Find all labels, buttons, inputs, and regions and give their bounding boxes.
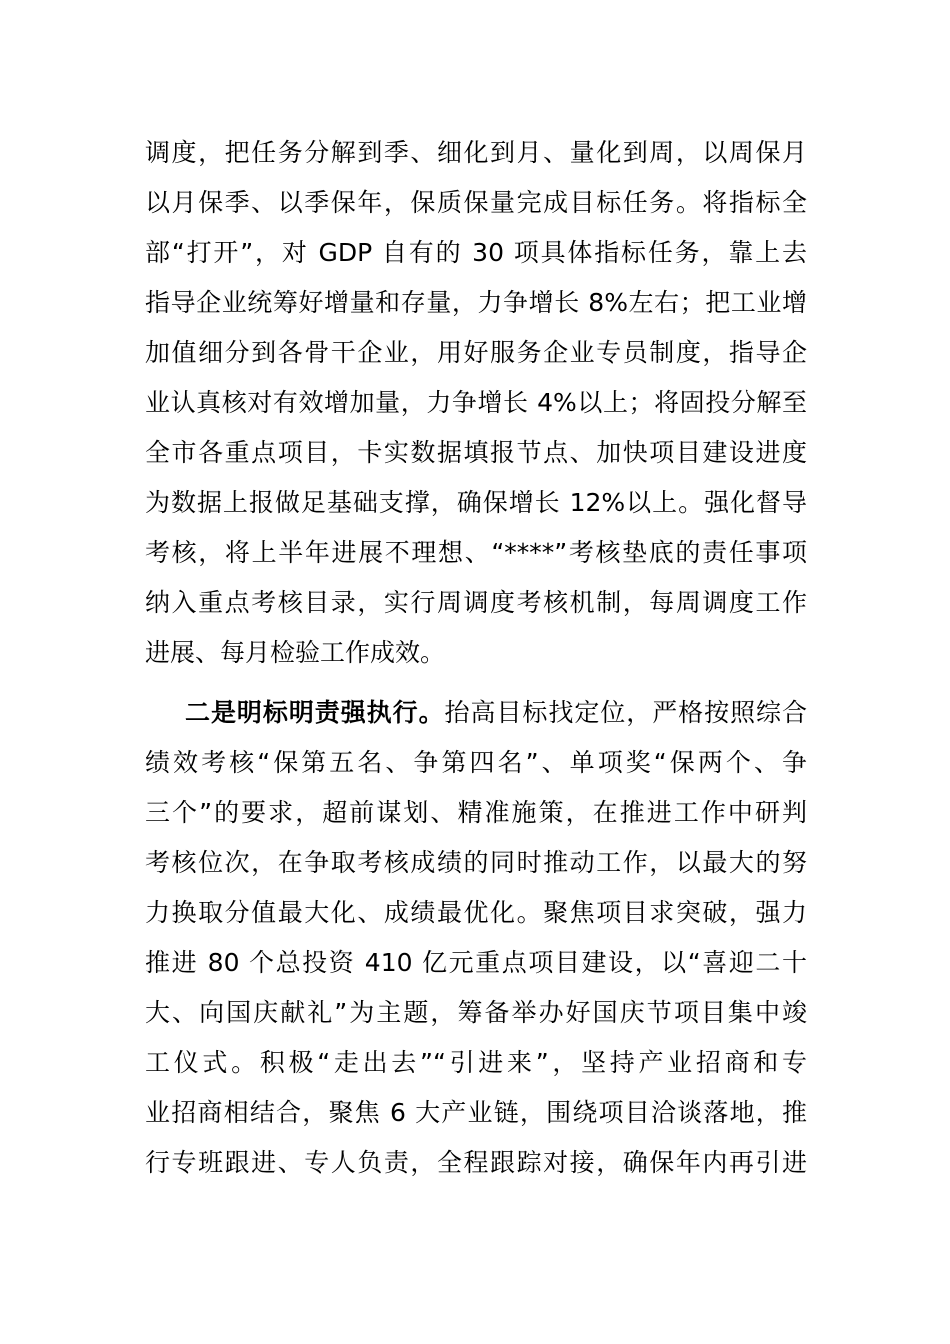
text-line: 为数据上报做足基础支撑，确保增长 12%以上。强化督导 xyxy=(145,488,807,517)
text-line: 大、向国庆献礼”为主题，筹备举办好国庆节项目集中竣 xyxy=(145,998,807,1027)
text-line: 业招商相结合，聚焦 6 大产业链，围绕项目洽谈落地，推 xyxy=(145,1098,807,1127)
text-line: 部“打开”，对 GDP 自有的 30 项具体指标任务，靠上去 xyxy=(145,238,807,267)
text-line: 调度，把任务分解到季、细化到月、量化到周，以周保月 xyxy=(145,138,807,167)
text-line: 全市各重点项目，卡实数据填报节点、加快项目建设进度 xyxy=(145,438,807,467)
text-line: 工仪式。积极“走出去”“引进来”，坚持产业招商和专 xyxy=(145,1048,807,1077)
text-span: 抬高目标找定位，严格按照综合 xyxy=(444,698,807,727)
text-line: 推进 80 个总投资 410 亿元重点项目建设，以“喜迎二十 xyxy=(145,948,807,977)
text-line: 考核位次，在争取考核成绩的同时推动工作，以最大的努 xyxy=(145,848,807,877)
paragraph-lead-heading: 二是明标明责强执行。 xyxy=(185,698,445,727)
text-line: 绩效考核“保第五名、争第四名”、单项奖“保两个、争 xyxy=(145,748,807,777)
text-line: 以月保季、以季保年，保质保量完成目标任务。将指标全 xyxy=(145,188,807,217)
text-line: 指导企业统筹好增量和存量，力争增长 8%左右；把工业增 xyxy=(145,288,807,317)
text-line: 考核，将上半年进展不理想、“****”考核垫底的责任事项 xyxy=(145,538,807,567)
text-line: 纳入重点考核目录，实行周调度考核机制，每周调度工作 xyxy=(145,588,807,617)
text-line: 加值细分到各骨干企业，用好服务企业专员制度，指导企 xyxy=(145,338,807,367)
text-line: 三个”的要求，超前谋划、精准施策，在推进工作中研判 xyxy=(145,798,807,827)
text-line: 行专班跟进、专人负责，全程跟踪对接，确保年内再引进 xyxy=(145,1148,807,1177)
text-line: 进展、每月检验工作成效。 xyxy=(145,638,446,667)
paragraph-first-line xyxy=(185,688,807,738)
text-line: 力换取分值最大化、成绩最优化。聚焦项目求突破，强力 xyxy=(145,898,807,927)
text-line: 业认真核对有效增加量，力争增长 4%以上；将固投分解至 xyxy=(145,388,807,417)
